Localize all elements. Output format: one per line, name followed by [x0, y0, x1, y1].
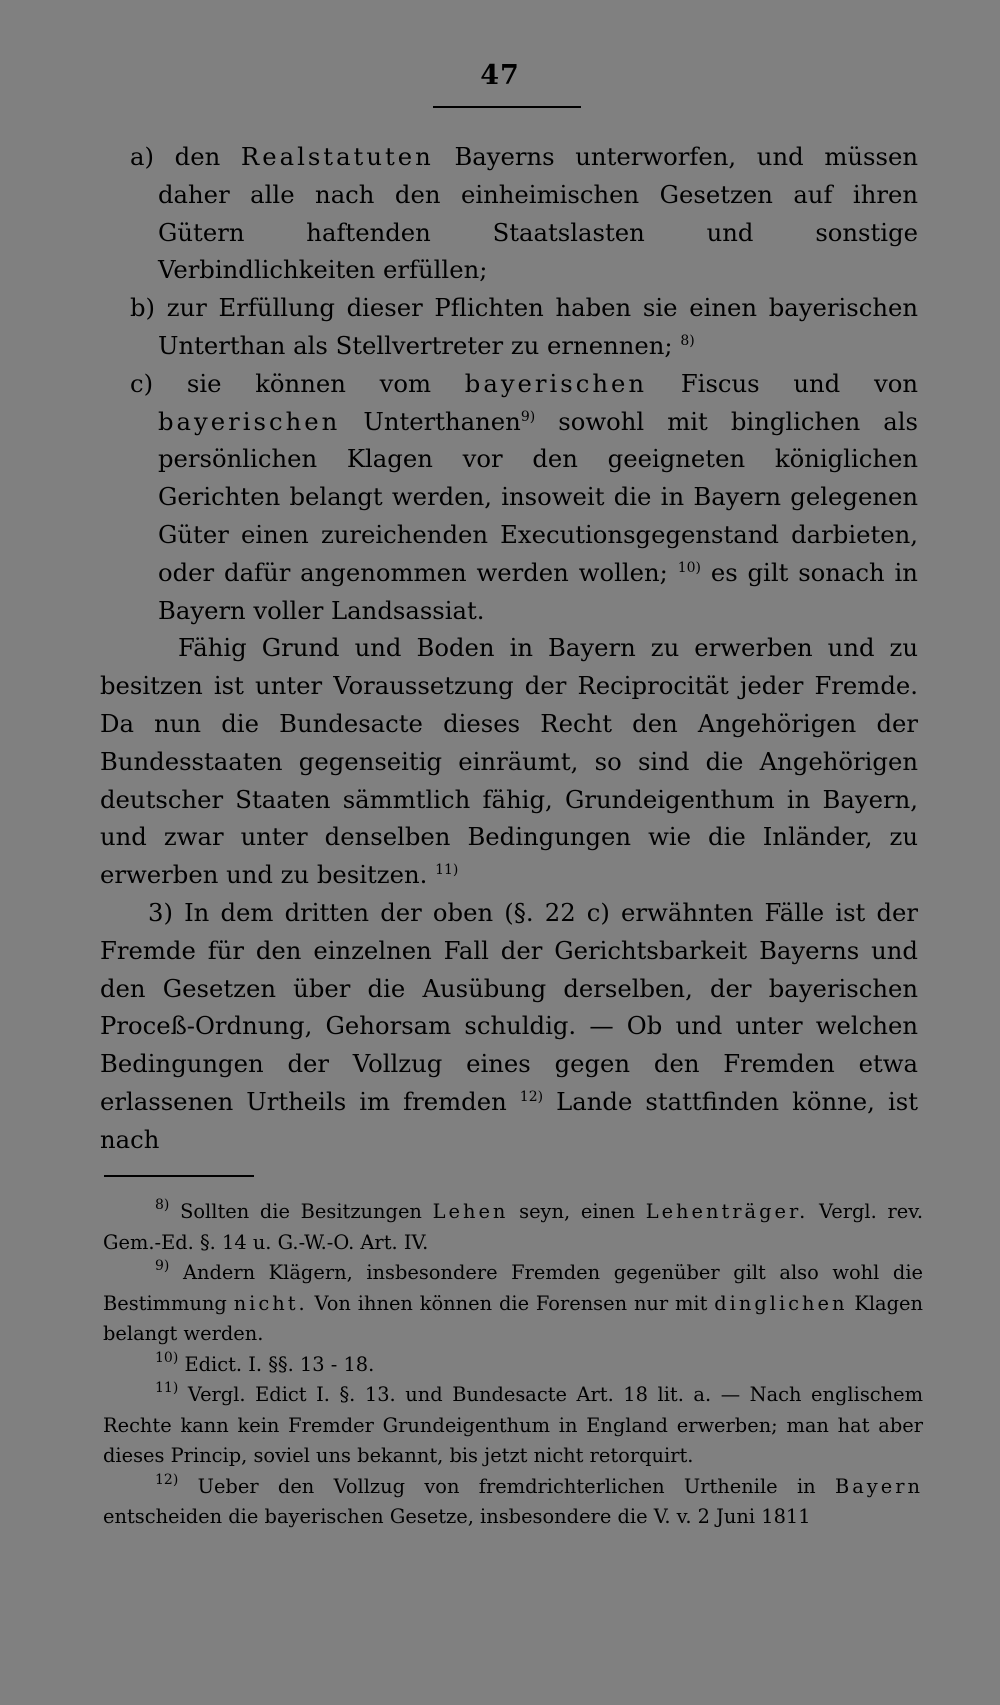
item-b-text: zur Erfüllung dieser Pflichten haben sie einen bayerischen Unterthan als Stellvertreter zu ernennen;	[158, 293, 918, 360]
paragraph-1	[100, 629, 918, 894]
footnote-9-spaced-1: nicht.	[233, 1291, 308, 1315]
footnote-8	[103, 1197, 923, 1258]
footnote-12-post: entscheiden die bayerischen Gesetze, insbesondere die V. v. 2 Juni 1811	[103, 1505, 811, 1528]
footnote-11-marker: 11)	[155, 1380, 179, 1396]
page-number: 47	[480, 60, 520, 91]
item-a-post: Bayerns unterworfen, und müssen daher alle nach den einheimischen Gesetzen auf ihren Gütern haftenden Staatslasten und sonstige Verbindlichkeiten erfüllen;	[158, 142, 918, 285]
footnote-8-post: Vergl. rev. Gem.-Ed. §. 14 u. G.-W.-O. Art. IV.	[103, 1200, 924, 1254]
item-c-marker: c)	[130, 368, 154, 398]
footnote-8-marker: 8)	[155, 1197, 170, 1213]
footnote-12-spaced: Bayern	[834, 1474, 923, 1498]
footnote-9-pre: Andern Klägern, insbesondere Fremden gegenüber gilt also wohl die Bestimmung	[103, 1261, 924, 1315]
footnote-11-text: Vergl. Edict I. §. 13. und Bundesacte Art. 18 lit. a. — Nach englischem Rechte kann kein Fremder Grundeigenthum in England erwerben; man hat aber dieses Princip, soviel uns bekannt, bis jetzt nicht retorquirt.	[103, 1383, 923, 1467]
list-item-c	[100, 365, 918, 630]
item-c-post: es gilt sonach in Bayern voller Landsassiat.	[158, 557, 918, 625]
footnote-9	[103, 1258, 923, 1350]
footnote-11	[103, 1380, 923, 1472]
footnote-ref-10[interactable]: 10)	[677, 559, 701, 576]
paragraph-2-post: Lande stattfinden könne, ist nach	[100, 1086, 918, 1154]
footnote-rule	[104, 1175, 254, 1177]
footnote-9-post: Klagen belangt werden.	[103, 1291, 923, 1345]
footnote-9-marker: 9)	[155, 1258, 170, 1274]
footnote-10-marker: 10)	[155, 1349, 179, 1366]
footnote-12	[103, 1472, 923, 1533]
footnote-9-mid: Von ihnen können die Forensen nur mit	[314, 1291, 708, 1315]
footnote-8-pre: Sollten die Besitzungen	[180, 1200, 422, 1223]
item-c-mid-2: Unterthanen	[363, 406, 521, 436]
item-c-mid-3: sowohl mit binglichen als persönlichen Klagen vor den geeigneten königlichen Gerichten belangt werden, insoweit die in Bayern gelegenen Güter einen zureichenden Executionsgegenstand darbieten, oder dafür angenommen werden wollen;	[158, 406, 918, 587]
footnote-ref-9[interactable]: 9)	[520, 408, 536, 425]
footnote-8-spaced-1: Lehen	[432, 1200, 509, 1223]
paragraph-2-pre: 3) In dem dritten der oben (§. 22 c) erwähnten Fälle ist der Fremde für den einzelnen Fall der Gerichtsbarkeit Bayerns und den Gesetzen über die Ausübung derselben, der bayerischen Proceß-Ordnung, Gehorsam schuldig. — Ob und unter welchen Bedingungen der Vollzug eines gegen den Fremden etwa erlassenen Urtheils im fremden	[100, 897, 918, 1116]
list-item-a	[100, 138, 918, 289]
footnote-12-pre: Ueber den Vollzug von fremdrichterlichen Urthenile in	[197, 1474, 816, 1498]
item-a-spaced: Realstatuten	[240, 142, 434, 171]
item-b-marker: b)	[130, 293, 156, 323]
footnote-ref-11[interactable]: 11)	[435, 862, 459, 879]
header-rule	[433, 106, 581, 108]
paragraph-2	[100, 894, 918, 1159]
footnote-9-spaced-2: dinglichen	[714, 1291, 848, 1315]
list-item-b	[100, 289, 918, 365]
footnote-ref-8[interactable]: 8)	[680, 332, 695, 349]
item-c-spaced-2: bayerischen	[158, 406, 341, 436]
footnote-10-text: Edict. I. §§. 13 - 18.	[184, 1352, 375, 1376]
item-a-marker: a)	[130, 142, 154, 171]
paragraph-1-text: Fähig Grund und Boden in Bayern zu erwerben und zu besitzen ist unter Voraussetzung der Reciprocität jeder Fremde. Da nun die Bundesacte dieses Recht den Angehörigen der Bundesstaaten gegenseitig einräumt, so sind die Angehörigen deutscher Staaten sämmtlich fähig, Grundeigenthum in Bayern, und zwar unter denselben Bedingungen wie die Inländer, zu erwerben und zu besitzen.	[100, 633, 918, 890]
footnote-ref-12[interactable]: 12)	[519, 1088, 544, 1105]
footnotes	[103, 1197, 923, 1533]
footnote-8-spaced-2: Lehenträger.	[645, 1200, 809, 1223]
footnote-12-marker: 12)	[155, 1471, 179, 1488]
item-c-pre: sie können vom	[186, 368, 432, 398]
item-c-mid-1: Fiscus und von	[680, 368, 918, 398]
main-text	[100, 138, 918, 1159]
item-c-spaced-1: bayerischen	[464, 368, 648, 398]
footnote-10	[103, 1350, 923, 1381]
item-a-pre: den	[174, 142, 221, 171]
footnote-8-mid: seyn, einen	[519, 1200, 635, 1223]
